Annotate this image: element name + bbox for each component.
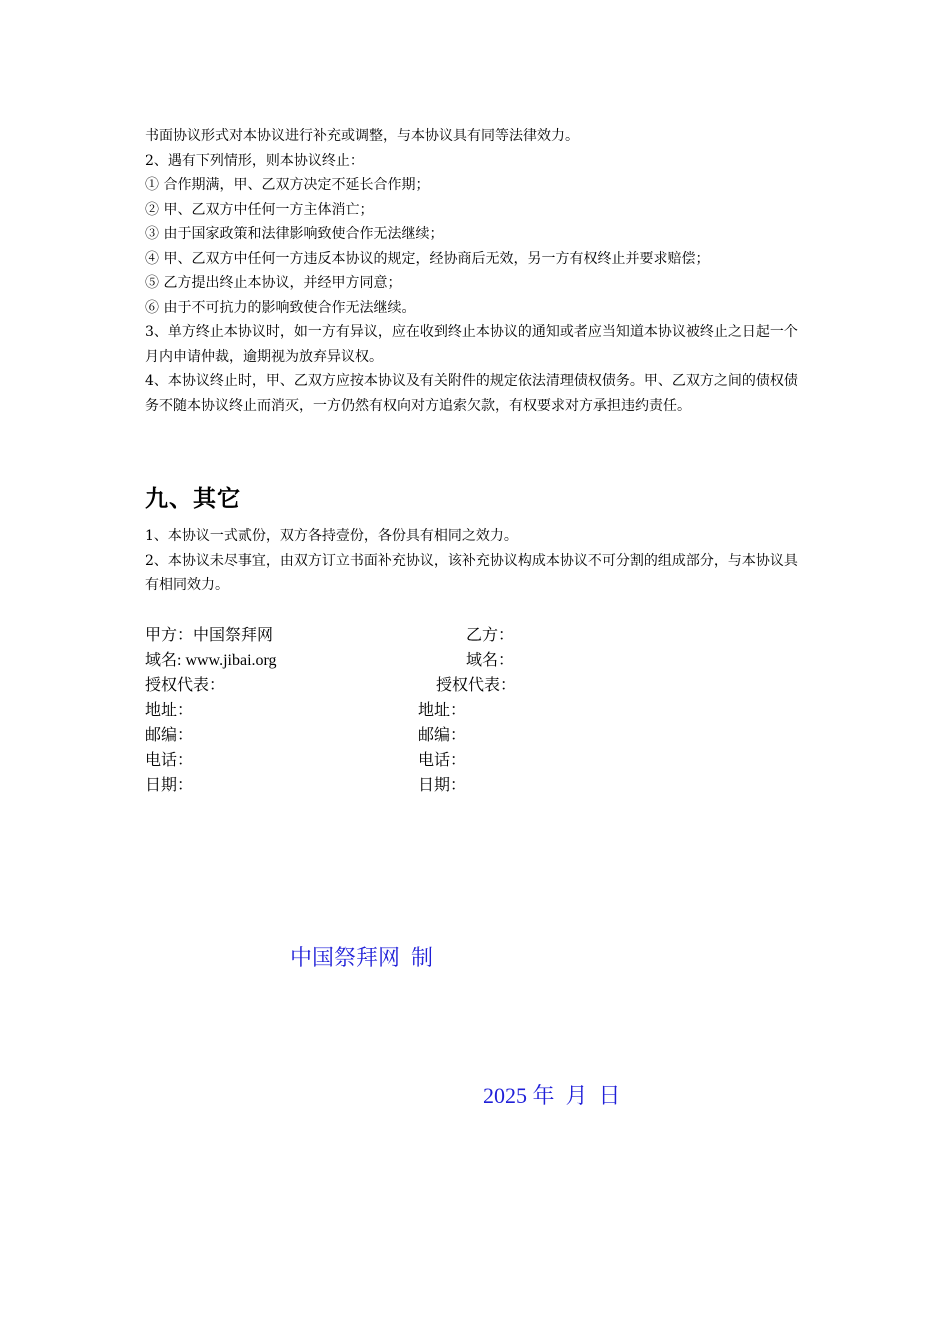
party-b-postcode: 邮编： — [418, 727, 467, 744]
clause-line: ④ 甲、乙双方中任何一方违反本协议的规定，经协商后无效，另一方有权终止并要求赔偿； — [145, 250, 710, 267]
clause-line: 4、本协议终止时，甲、乙双方应按本协议及有关附件的规定依法清理债权债务。甲、乙双方之间的债权债务不随本协议终止而消灭，一方仍然有权向对方追索欠款，有权要求对方承担违约责任。 — [145, 373, 798, 414]
party-b-address: 地址： — [418, 702, 467, 719]
party-b-domain: 域名： — [466, 652, 515, 669]
clause-line: ③ 由于国家政策和法律影响致使合作无法继续； — [145, 226, 444, 242]
party-a-phone: 电话： — [145, 752, 194, 769]
party-b-name: 乙方： — [466, 627, 515, 644]
party-a-postcode: 邮编： — [145, 727, 194, 744]
section-9-clauses — [145, 524, 810, 598]
section-8-termination-clauses — [145, 124, 810, 418]
party-b-date: 日期： — [418, 777, 467, 794]
clause-line: 2、遇有下列情形，则本协议终止： — [145, 152, 364, 169]
clause-line: ⑤ 乙方提出终止本协议，并经甲方同意； — [145, 275, 402, 291]
party-b-rep: 授权代表： — [436, 677, 517, 694]
party-a-rep: 授权代表： — [145, 677, 226, 694]
clause-line: 1、本协议一式贰份，双方各持壹份，各份具有相同之效力。 — [145, 528, 518, 544]
document-maker: 中国祭拜网 制 — [290, 945, 434, 970]
party-a-domain: 域名: www.jibai.org — [145, 652, 277, 669]
clause-line: 3、单方终止本协议时，如一方有异议，应在收到终止本协议的通知或者应当知道本协议被终止之日起一个月内申请仲裁，逾期视为放弃异议权。 — [145, 324, 798, 365]
clause-line: 书面协议形式对本协议进行补充或调整，与本协议具有同等法律效力。 — [145, 128, 579, 144]
clause-line: 2、本协议未尽事宜，由双方订立书面补充协议，该补充协议构成本协议不可分割的组成部分，与本协议具有相同效力。 — [145, 552, 798, 593]
document-date: 2025 年 月 日 — [483, 1083, 621, 1108]
clause-line: ② 甲、乙双方中任何一方主体消亡； — [145, 201, 374, 218]
section-9-heading: 九、其它 — [145, 485, 241, 512]
party-b-phone: 电话： — [418, 752, 467, 769]
clause-line: ⑥ 由于不可抗力的影响致使合作无法继续。 — [145, 299, 416, 316]
party-a-address: 地址： — [145, 702, 194, 719]
clause-line: ① 合作期满，甲、乙双方决定不延长合作期； — [145, 177, 430, 193]
party-a-name: 甲方：中国祭拜网 — [145, 627, 274, 644]
party-a-date: 日期： — [145, 777, 194, 794]
